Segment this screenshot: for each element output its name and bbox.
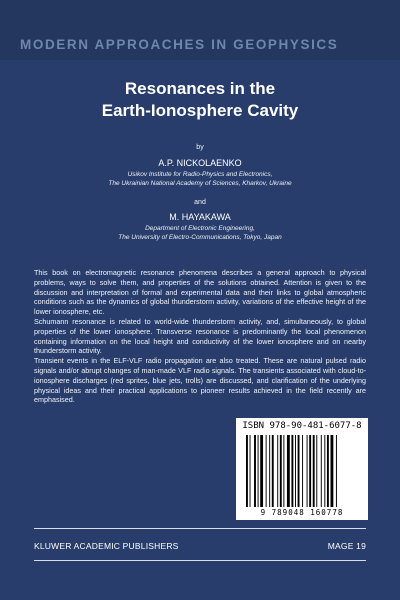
publisher-name: KLUWER ACADEMIC PUBLISHERS xyxy=(34,541,179,551)
description-paragraph: Schumann resonance is related to world-wide thunderstorm activity, and, simultaneously, to global properties of the lower ionosphere. Transverse resonance is predominantly the local phenomenon containing information on the local height and conductivity of the lower ionosphere and on nearby thunderstorm activity. xyxy=(34,316,366,356)
series-volume: MAGE 19 xyxy=(327,541,366,551)
barcode-bars xyxy=(246,435,358,507)
barcode-label xyxy=(236,418,368,520)
book-description xyxy=(34,268,366,405)
book-title-line2: Earth-Ionosphere Cavity xyxy=(101,101,299,120)
author2-affiliation-line1: Department of Electronic Engineering, xyxy=(145,225,255,232)
author1-affiliation-line1: Usikov Institute for Radio-Physics and Electronics, xyxy=(127,171,273,178)
footer-rule-top xyxy=(34,528,366,529)
ean-number: 9 789048 160778 xyxy=(260,508,344,517)
series-band xyxy=(0,0,400,60)
by-label: by xyxy=(196,144,204,151)
footer-rule-bottom xyxy=(34,560,366,561)
author1-name: A.P. NICKOLAENKO xyxy=(158,158,242,168)
book-title-line1: Resonances in the xyxy=(124,79,276,98)
author2-name: M. HAYAKAWA xyxy=(169,212,231,222)
and-label: and xyxy=(194,199,206,206)
author1-affiliation-line2: The Ukrainian National Academy of Sciences, Kharkov, Ukraine xyxy=(108,180,292,187)
author2-affiliation-line2: The University of Electro-Communications, Tokyo, Japan xyxy=(118,234,282,241)
description-paragraph: This book on electromagnetic resonance phenomena describes a general approach to physical problems, ways to solve them, and properties of the solutions obtained. Attention is given to the discussion and interpretation of formal and experimental data and their links to global atmospheric conditions such as the dynamics of global thunderstorm activity, variations of the effective height of the lower ionosphere, etc. xyxy=(34,268,366,317)
description-paragraph: Transient events in the ELF-VLF radio propagation are also treated. These are natural pulsed radio signals and/or abrupt changes of man-made VLF radio signals. The transients associated with cloud-to-ionosphere discharges (red sprites, blue jets, trolls) are discussed, and clarification of the underlying physical ideas and their practical applications to pioneer results achieved in the field recently are emphasised. xyxy=(34,356,366,405)
isbn-text: ISBN 978-90-481-6077-8 xyxy=(242,421,362,431)
series-title: MODERN APPROACHES IN GEOPHYSICS xyxy=(20,37,339,52)
